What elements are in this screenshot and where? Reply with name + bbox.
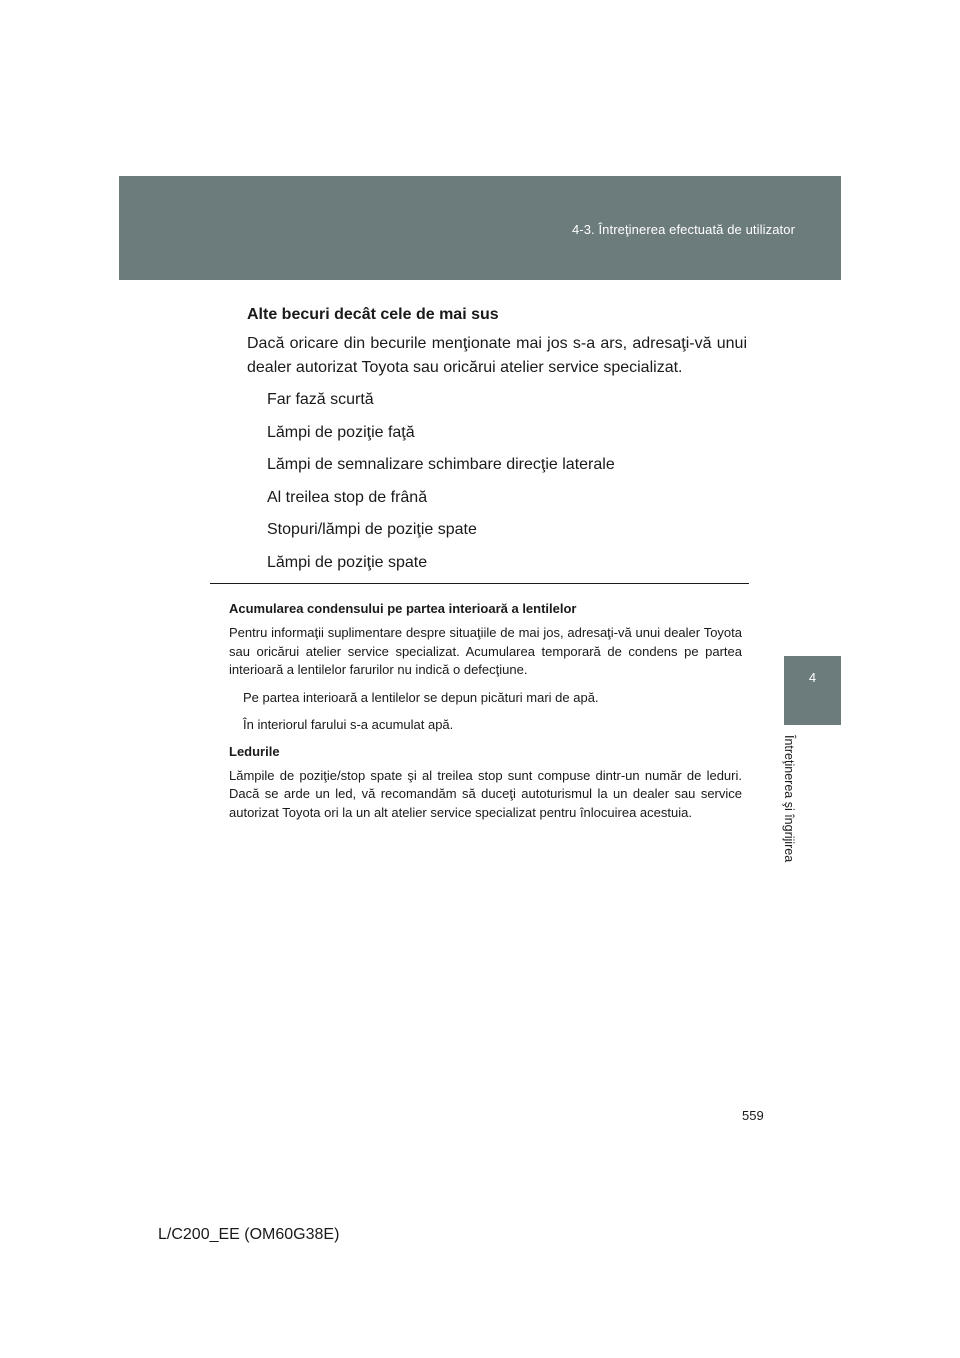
leds-heading: Ledurile: [229, 743, 280, 759]
list-item: Far fază scurtă: [267, 391, 374, 408]
main-content: [247, 306, 747, 585]
main-paragraph: Dacă oricare din becurile menţionate mai jos s-a ars, adresaţi-vă unui dealer autorizat Toyota sau oricărui atelier service specializat.: [247, 335, 747, 376]
header-band: [119, 176, 841, 280]
page-number: 559: [742, 1108, 764, 1123]
list-item: Lămpi de poziţie faţă: [267, 423, 415, 441]
section-title: 4-3. Întreţinerea efectuată de utilizator: [571, 222, 795, 237]
condensation-paragraph: Pentru informaţii suplimentare despre situaţiile de mai jos, adresaţi-vă unui dealer Toyota sau oricărui atelier service specializat. Acumularea temporară de condens pe partea interioară a lentilelor farurilor nu indică o defecţiune.: [229, 625, 742, 677]
notes-section: [229, 601, 742, 832]
chapter-label: Întreţinerea şi îngrijirea: [782, 735, 796, 863]
list-item: Stopuri/lămpi de poziţie spate: [267, 521, 477, 538]
condensation-list: [229, 690, 742, 733]
list-item: Lămpi de semnalizare schimbare direcţie laterale: [267, 456, 615, 473]
list-item: Al treilea stop de frână: [267, 488, 428, 506]
divider: [210, 583, 749, 584]
list-item: Pe partea interioară a lentilelor se depun picături mari de apă.: [243, 689, 599, 705]
document-code: L/C200_EE (OM60G38E): [158, 1226, 340, 1243]
leds-paragraph: Lămpile de poziţie/stop spate şi al treilea stop sunt compuse dintr-un număr de leduri. Dacă se arde un led, vă recomandăm să duceţi autoturismul la un dealer sau service autorizat Toyota ori la un alt atelier service specializat pentru înlocuirea acestuia.: [229, 767, 742, 820]
list-item: În interiorul farului s-a acumulat apă.: [243, 716, 454, 732]
main-heading: Alte becuri decât cele de mai sus: [247, 306, 499, 323]
chapter-number: 4: [808, 670, 817, 685]
chapter-label-wrap: [784, 735, 804, 885]
chapter-tab: [784, 656, 841, 725]
bulb-list: [247, 390, 747, 573]
list-item: Lămpi de poziţie spate: [267, 553, 428, 571]
condensation-heading: Acumularea condensului pe partea interioară a lentilelor: [229, 601, 577, 616]
